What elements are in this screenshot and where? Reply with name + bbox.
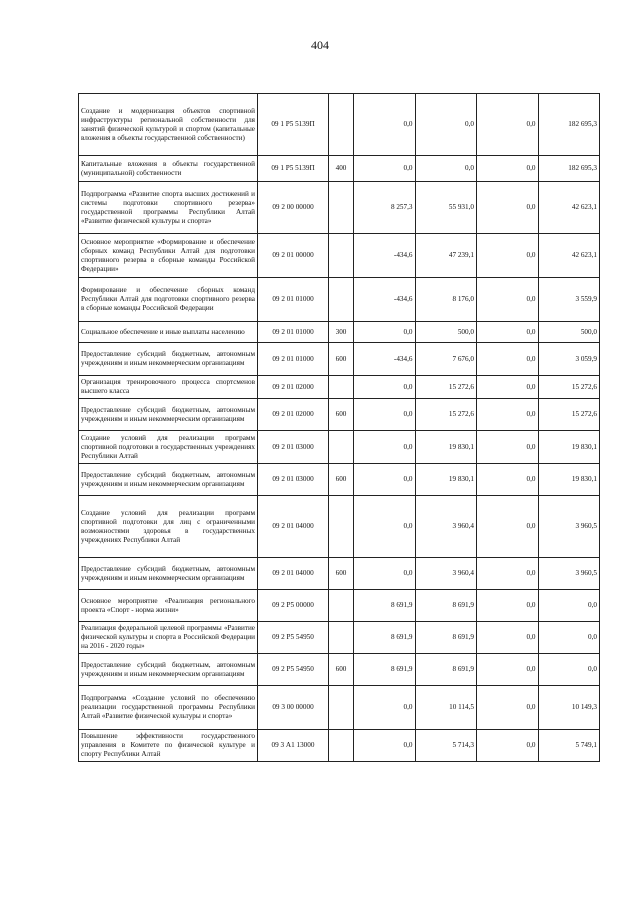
row-name: Создание условий для реализации программ спортивной подготовки в государственных учреждениях Республики Алтай xyxy=(79,431,258,464)
row-value-1: 0,0 xyxy=(354,94,416,156)
row-value-3: 0,0 xyxy=(477,343,539,376)
row-name: Создание условий для реализации программ спортивной подготовки для лиц с ограниченными возможностями здоровья в государственных учреждениях Республики Алтай xyxy=(79,496,258,558)
row-value-4: 182 695,3 xyxy=(538,156,600,182)
row-value-3: 0,0 xyxy=(477,182,539,234)
row-value-1: 0,0 xyxy=(354,376,416,399)
row-expense-type: 300 xyxy=(329,322,354,343)
row-value-3: 0,0 xyxy=(477,376,539,399)
row-expense-type xyxy=(329,278,354,322)
row-code: 09 2 01 01000 xyxy=(258,343,329,376)
row-code: 09 2 01 00000 xyxy=(258,234,329,278)
row-value-1: 8 691,9 xyxy=(354,622,416,654)
row-value-4: 0,0 xyxy=(538,654,600,686)
row-value-4: 182 695,3 xyxy=(538,94,600,156)
row-value-3: 0,0 xyxy=(477,464,539,496)
row-value-4: 3 960,5 xyxy=(538,496,600,558)
row-code: 09 2 01 02000 xyxy=(258,399,329,431)
row-value-3: 0,0 xyxy=(477,94,539,156)
row-value-4: 3 059,9 xyxy=(538,343,600,376)
row-name: Повышение эффективности государственного управления в Комитете по физической культуре и спорту Республики Алтай xyxy=(79,730,258,762)
row-value-1: 0,0 xyxy=(354,399,416,431)
row-value-3: 0,0 xyxy=(477,654,539,686)
row-value-2: 0,0 xyxy=(415,156,477,182)
table-row xyxy=(79,94,600,156)
row-expense-type xyxy=(329,234,354,278)
table-row xyxy=(79,622,600,654)
table-row xyxy=(79,558,600,590)
row-code: 09 1 P5 5139П xyxy=(258,94,329,156)
row-value-4: 19 830,1 xyxy=(538,464,600,496)
row-value-3: 0,0 xyxy=(477,496,539,558)
row-name: Социальное обеспечение и иные выплаты населению xyxy=(79,322,258,343)
row-value-4: 42 623,1 xyxy=(538,182,600,234)
row-expense-type xyxy=(329,730,354,762)
row-value-4: 19 830,1 xyxy=(538,431,600,464)
row-name: Предоставление субсидий бюджетным, автономным учреждениям и иным некоммерческим организациям xyxy=(79,343,258,376)
row-value-4: 15 272,6 xyxy=(538,376,600,399)
row-value-2: 8 176,0 xyxy=(415,278,477,322)
row-code: 09 2 P5 54950 xyxy=(258,654,329,686)
row-value-2: 10 114,5 xyxy=(415,686,477,730)
row-value-3: 0,0 xyxy=(477,622,539,654)
row-code: 09 2 01 03000 xyxy=(258,431,329,464)
row-code: 09 2 01 04000 xyxy=(258,496,329,558)
row-value-4: 3 559,9 xyxy=(538,278,600,322)
row-value-2: 8 691,9 xyxy=(415,622,477,654)
row-value-3: 0,0 xyxy=(477,431,539,464)
row-value-3: 0,0 xyxy=(477,686,539,730)
row-value-4: 0,0 xyxy=(538,622,600,654)
table-row xyxy=(79,278,600,322)
row-value-1: 8 691,9 xyxy=(354,590,416,622)
row-code: 09 2 01 01000 xyxy=(258,322,329,343)
row-expense-type: 600 xyxy=(329,399,354,431)
table-row xyxy=(79,182,600,234)
row-value-2: 15 272,6 xyxy=(415,399,477,431)
row-code: 09 1 P5 5139П xyxy=(258,156,329,182)
row-expense-type: 600 xyxy=(329,343,354,376)
row-expense-type xyxy=(329,376,354,399)
row-value-2: 7 676,0 xyxy=(415,343,477,376)
row-value-3: 0,0 xyxy=(477,234,539,278)
row-value-2: 500,0 xyxy=(415,322,477,343)
row-value-3: 0,0 xyxy=(477,730,539,762)
row-value-3: 0,0 xyxy=(477,399,539,431)
row-expense-type xyxy=(329,622,354,654)
table-row xyxy=(79,156,600,182)
row-code: 09 2 P5 54950 xyxy=(258,622,329,654)
row-expense-type: 600 xyxy=(329,464,354,496)
row-code: 09 2 01 02000 xyxy=(258,376,329,399)
row-value-2: 5 714,3 xyxy=(415,730,477,762)
row-value-1: 0,0 xyxy=(354,558,416,590)
row-value-3: 0,0 xyxy=(477,278,539,322)
row-code: 09 3 00 00000 xyxy=(258,686,329,730)
table-row xyxy=(79,234,600,278)
row-value-4: 0,0 xyxy=(538,590,600,622)
row-value-2: 3 960,4 xyxy=(415,496,477,558)
row-code: 09 2 01 04000 xyxy=(258,558,329,590)
row-name: Предоставление субсидий бюджетным, автономным учреждениям и иным некоммерческим организациям xyxy=(79,654,258,686)
row-value-1: 0,0 xyxy=(354,730,416,762)
row-value-2: 19 830,1 xyxy=(415,464,477,496)
row-value-2: 8 691,9 xyxy=(415,654,477,686)
row-name: Создание и модернизация объектов спортивной инфраструктуры региональной собственности для занятий физической культурой и спортом (капитальные вложения в объекты государственной собственности) xyxy=(79,94,258,156)
table-row xyxy=(79,464,600,496)
row-expense-type xyxy=(329,590,354,622)
row-expense-type xyxy=(329,496,354,558)
table-row xyxy=(79,399,600,431)
row-value-1: -434,6 xyxy=(354,343,416,376)
row-name: Подпрограмма «Развитие спорта высших достижений и системы подготовки спортивного резерва» государственной программы Республики Алтай «Развитие физической культуры и спорта» xyxy=(79,182,258,234)
table-row xyxy=(79,654,600,686)
row-value-4: 15 272,6 xyxy=(538,399,600,431)
row-value-2: 0,0 xyxy=(415,94,477,156)
table-row xyxy=(79,686,600,730)
row-value-3: 0,0 xyxy=(477,156,539,182)
row-value-1: 0,0 xyxy=(354,686,416,730)
row-value-3: 0,0 xyxy=(477,558,539,590)
row-name: Капитальные вложения в объекты государственной (муниципальной) собственности xyxy=(79,156,258,182)
row-expense-type: 600 xyxy=(329,558,354,590)
page-number: 404 xyxy=(311,38,329,52)
row-value-1: 8 257,3 xyxy=(354,182,416,234)
row-value-1: 0,0 xyxy=(354,322,416,343)
row-expense-type xyxy=(329,182,354,234)
row-expense-type xyxy=(329,431,354,464)
row-value-1: 0,0 xyxy=(354,156,416,182)
table-row xyxy=(79,730,600,762)
row-value-4: 5 749,1 xyxy=(538,730,600,762)
row-code: 09 2 01 03000 xyxy=(258,464,329,496)
row-code: 09 3 А1 13000 xyxy=(258,730,329,762)
row-name: Предоставление субсидий бюджетным, автономным учреждениям и иным некоммерческим организациям xyxy=(79,558,258,590)
row-value-4: 10 149,3 xyxy=(538,686,600,730)
row-value-4: 500,0 xyxy=(538,322,600,343)
row-value-1: -434,6 xyxy=(354,234,416,278)
row-code: 09 2 01 01000 xyxy=(258,278,329,322)
row-name: Организация тренировочного процесса спортсменов высшего класса xyxy=(79,376,258,399)
row-value-2: 3 960,4 xyxy=(415,558,477,590)
budget-table xyxy=(78,93,600,762)
row-name: Формирование и обеспечение сборных команд Республики Алтай для подготовки спортивного резерва в сборные команды Российской Федерации xyxy=(79,278,258,322)
row-value-2: 55 931,0 xyxy=(415,182,477,234)
table-row xyxy=(79,496,600,558)
row-expense-type xyxy=(329,686,354,730)
row-code: 09 2 00 00000 xyxy=(258,182,329,234)
row-expense-type xyxy=(329,94,354,156)
row-value-1: 0,0 xyxy=(354,431,416,464)
row-code: 09 2 P5 00000 xyxy=(258,590,329,622)
table-row xyxy=(79,343,600,376)
row-value-3: 0,0 xyxy=(477,590,539,622)
row-value-3: 0,0 xyxy=(477,322,539,343)
table-row xyxy=(79,431,600,464)
row-name: Предоставление субсидий бюджетным, автономным учреждениям и иным некоммерческим организациям xyxy=(79,464,258,496)
row-name: Основное мероприятие «Реализация регионального проекта «Спорт - норма жизни» xyxy=(79,590,258,622)
table-row xyxy=(79,322,600,343)
row-expense-type: 600 xyxy=(329,654,354,686)
row-value-1: 0,0 xyxy=(354,464,416,496)
row-value-4: 3 960,5 xyxy=(538,558,600,590)
row-value-2: 8 691,9 xyxy=(415,590,477,622)
row-name: Подпрограмма «Создание условий по обеспечению реализации государственной программы Республики Алтай «Развитие физической культуры и спорта» xyxy=(79,686,258,730)
row-expense-type: 400 xyxy=(329,156,354,182)
row-value-2: 19 830,1 xyxy=(415,431,477,464)
table-row xyxy=(79,590,600,622)
row-value-2: 15 272,6 xyxy=(415,376,477,399)
row-name: Реализация федеральной целевой программы «Развитие физической культуры и спорта в Российской Федерации на 2016 - 2020 годы» xyxy=(79,622,258,654)
row-value-1: -434,6 xyxy=(354,278,416,322)
row-value-1: 0,0 xyxy=(354,496,416,558)
budget-table-body xyxy=(79,94,600,762)
row-name: Основное мероприятие «Формирование и обеспечение сборных команд Республики Алтай для подготовки спортивного резерва в сборные команды Российской Федерации» xyxy=(79,234,258,278)
row-name: Предоставление субсидий бюджетным, автономным учреждениям и иным некоммерческим организациям xyxy=(79,399,258,431)
row-value-1: 8 691,9 xyxy=(354,654,416,686)
table-row xyxy=(79,376,600,399)
row-value-4: 42 623,1 xyxy=(538,234,600,278)
row-value-2: 47 239,1 xyxy=(415,234,477,278)
